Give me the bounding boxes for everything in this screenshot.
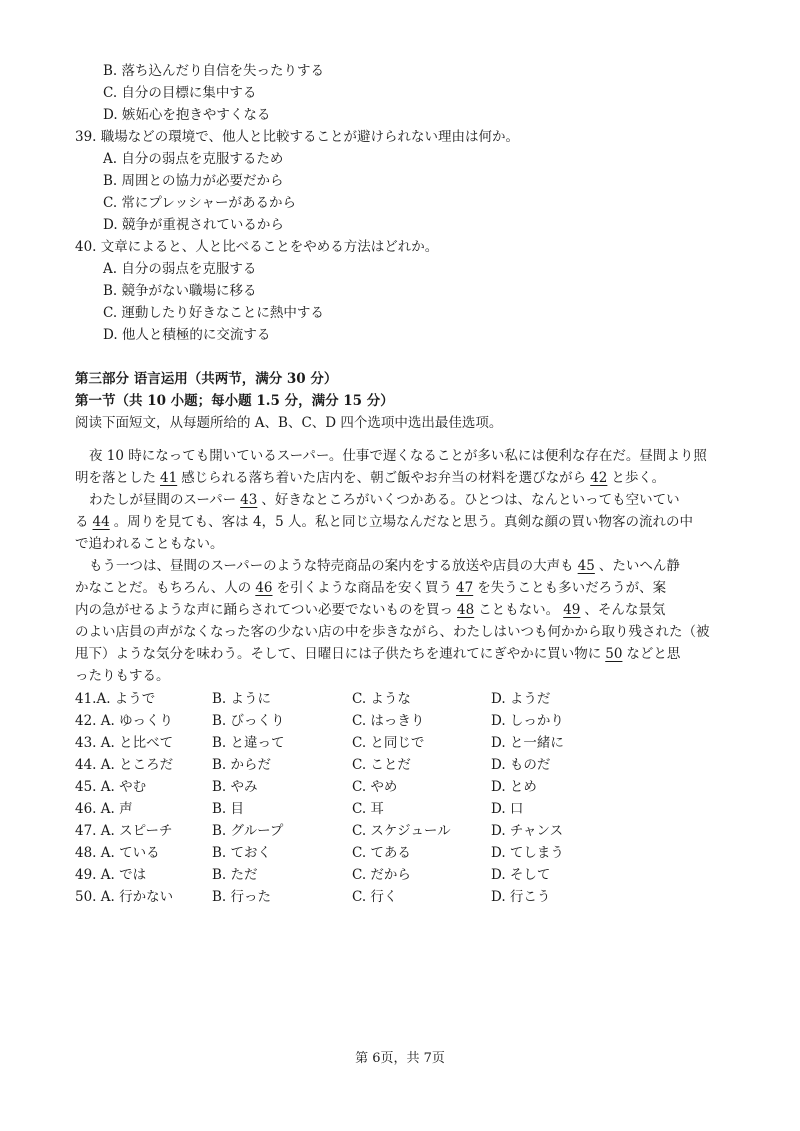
choice-b: B. グループ [212, 823, 284, 839]
choice-b: B. からだ [212, 757, 272, 773]
passage-line [75, 467, 735, 489]
option-40-c: C. 運動したり好きなことに熱中する [103, 305, 324, 321]
choice-b: B. ておく [212, 845, 272, 861]
passage-text: 甩下）ような気分を味わう。そして、日曜日には子供たちを連れてにぎやかに買い物に [75, 646, 602, 662]
option-39-a: A. 自分の弱点を克服するため [103, 151, 284, 167]
blank-41: 41 [160, 470, 178, 486]
option-40-a: A. 自分の弱点を克服する [103, 261, 257, 277]
choice-b: B. ただ [212, 867, 258, 883]
passage-line: のよい店員の声がなくなった客の少ない店の中を歩きながら、わたしはいつも何かから取り残された（被 [75, 624, 710, 640]
question-39-stem: 39. 職場などの環境で、他人と比較することが避けられない理由は何か。 [75, 129, 519, 145]
choice-d: D. チャンス [491, 823, 564, 839]
choice-c: C. てある [352, 845, 411, 861]
choice-d: D. てしまう [491, 845, 564, 861]
passage-line: ったりもする。 [75, 668, 170, 684]
option-38-b: B. 落ち込んだり自信を失ったりする [103, 63, 325, 79]
section1-title: 第一节（共 10 小题；每小题 1.5 分，满分 15 分） [75, 393, 394, 409]
choice-b: B. 目 [212, 801, 245, 817]
choice-a: 48. A. ている [75, 845, 160, 861]
passage-text: こともない。 [478, 602, 560, 618]
passage-text: る [75, 514, 89, 530]
blank-42: 42 [590, 470, 608, 486]
passage-line [89, 489, 749, 511]
blank-50: 50 [605, 646, 623, 662]
choice-d: D. 口 [491, 801, 524, 817]
choice-c: C. ような [352, 691, 411, 707]
passage-line [75, 511, 735, 533]
choice-a: 47. A. スピーチ [75, 823, 173, 839]
passage-text: 、たいへん静 [598, 558, 680, 574]
question-40-stem: 40. 文章によると、人と比べることをやめる方法はどれか。 [75, 239, 439, 255]
option-38-c: C. 自分の目標に集中する [103, 85, 257, 101]
passage-line [75, 577, 735, 599]
passage-line [75, 599, 735, 621]
choice-a: 42. A. ゆっくり [75, 713, 173, 729]
choice-d: D. 行こう [491, 889, 551, 905]
passage-text: などと思 [626, 646, 681, 662]
passage-line [89, 555, 749, 577]
choice-b: B. ように [212, 691, 272, 707]
blank-48: 48 [457, 602, 475, 618]
passage-text: 、そんな景気 [584, 602, 666, 618]
passage-text: 。周りを見ても、客は 4，5 人。私と同じ立場なんだなと思う。真剣な顔の買い物客の流れの中 [113, 514, 693, 530]
choice-b: B. 行った [212, 889, 272, 905]
choice-a: 45. A. やむ [75, 779, 147, 795]
blank-44: 44 [92, 514, 110, 530]
part3-title: 第三部分 语言运用（共两节，满分 30 分） [75, 371, 338, 387]
passage-text: 感じられる落ち着いた店内を、朝ご飯やお弁当の材料を選びながら [181, 470, 587, 486]
choice-d: D. とめ [491, 779, 537, 795]
choice-c: C. やめ [352, 779, 398, 795]
choice-a: 49. A. では [75, 867, 147, 883]
choice-a: 43. A. と比べて [75, 735, 174, 751]
passage-text: わたしが昼間のスーパー [89, 492, 237, 508]
option-39-b: B. 周囲との協力が必要だから [103, 173, 284, 189]
page-number: 第 6页，共 7页 [355, 1051, 445, 1066]
passage-text: もう一つは、昼間のスーパーのような特売商品の案内をする放送や店員の大声も [89, 558, 574, 574]
passage-text: を引くような商品を安く買う [276, 580, 452, 596]
choice-a: 41.A. ようで [75, 691, 156, 707]
choice-row-47 [75, 820, 755, 842]
option-40-d: D. 他人と積極的に交流する [103, 327, 271, 343]
choice-b: B. と違って [212, 735, 285, 751]
choice-c: C. ことだ [352, 757, 411, 773]
choice-c: C. はっきり [352, 713, 425, 729]
choice-a: 44. A. ところだ [75, 757, 174, 773]
option-40-b: B. 競争がない職場に移る [103, 283, 257, 299]
passage-text: 明を落とした [75, 470, 156, 486]
choice-row-42 [75, 710, 755, 732]
choice-row-50 [75, 886, 755, 908]
choice-row-41 [75, 688, 755, 710]
blank-46: 46 [255, 580, 273, 596]
blank-49: 49 [563, 602, 581, 618]
choice-a: 50. A. 行かない [75, 889, 174, 905]
option-39-d: D. 競争が重視されているから [103, 217, 284, 233]
choice-c: C. 耳 [352, 801, 384, 817]
choice-d: D. そして [491, 867, 551, 883]
blank-43: 43 [240, 492, 258, 508]
choice-a: 46. A. 声 [75, 801, 133, 817]
choice-d: D. しっかり [491, 713, 564, 729]
passage-line: で追われることもない。 [75, 536, 224, 552]
choice-c: C. だから [352, 867, 411, 883]
choice-d: D. ものだ [491, 757, 551, 773]
choice-row-44 [75, 754, 755, 776]
option-38-d: D. 嫉妬心を抱きやすくなる [103, 107, 271, 123]
choice-c: C. スケジュール [352, 823, 451, 839]
choice-d: D. ようだ [491, 691, 551, 707]
choice-row-48 [75, 842, 755, 864]
option-39-c: C. 常にプレッシャーがあるから [103, 195, 296, 211]
choice-row-43 [75, 732, 755, 754]
choice-row-46 [75, 798, 755, 820]
passage-text: 内の急がせるような声に踊らされてつい必要でないものを買っ [75, 602, 453, 618]
choice-row-45 [75, 776, 755, 798]
choice-c: C. 行く [352, 889, 398, 905]
choice-b: B. びっくり [212, 713, 285, 729]
choice-b: B. やみ [212, 779, 258, 795]
passage-text: かなことだ。もちろん、人の [75, 580, 252, 596]
blank-47: 47 [456, 580, 474, 596]
passage-text: と歩く。 [611, 470, 666, 486]
passage-line [75, 643, 735, 665]
blank-45: 45 [577, 558, 595, 574]
passage-line: 夜 10 時になっても開いているスーパー。仕事で遅くなることが多い私には便利な存在だ。昼間より照 [89, 448, 707, 464]
choice-c: C. と同じで [352, 735, 425, 751]
choice-d: D. と一緒に [491, 735, 564, 751]
choice-row-49 [75, 864, 755, 886]
passage-text: 、好きなところがいくつかある。ひとつは、なんといっても空いてい [261, 492, 680, 508]
section1-instruction: 阅读下面短文，从每题所给的 A、B、C、D 四个选项中选出最佳选项。 [75, 415, 503, 431]
passage-text: を失うことも多いだろうが、案 [477, 580, 667, 596]
